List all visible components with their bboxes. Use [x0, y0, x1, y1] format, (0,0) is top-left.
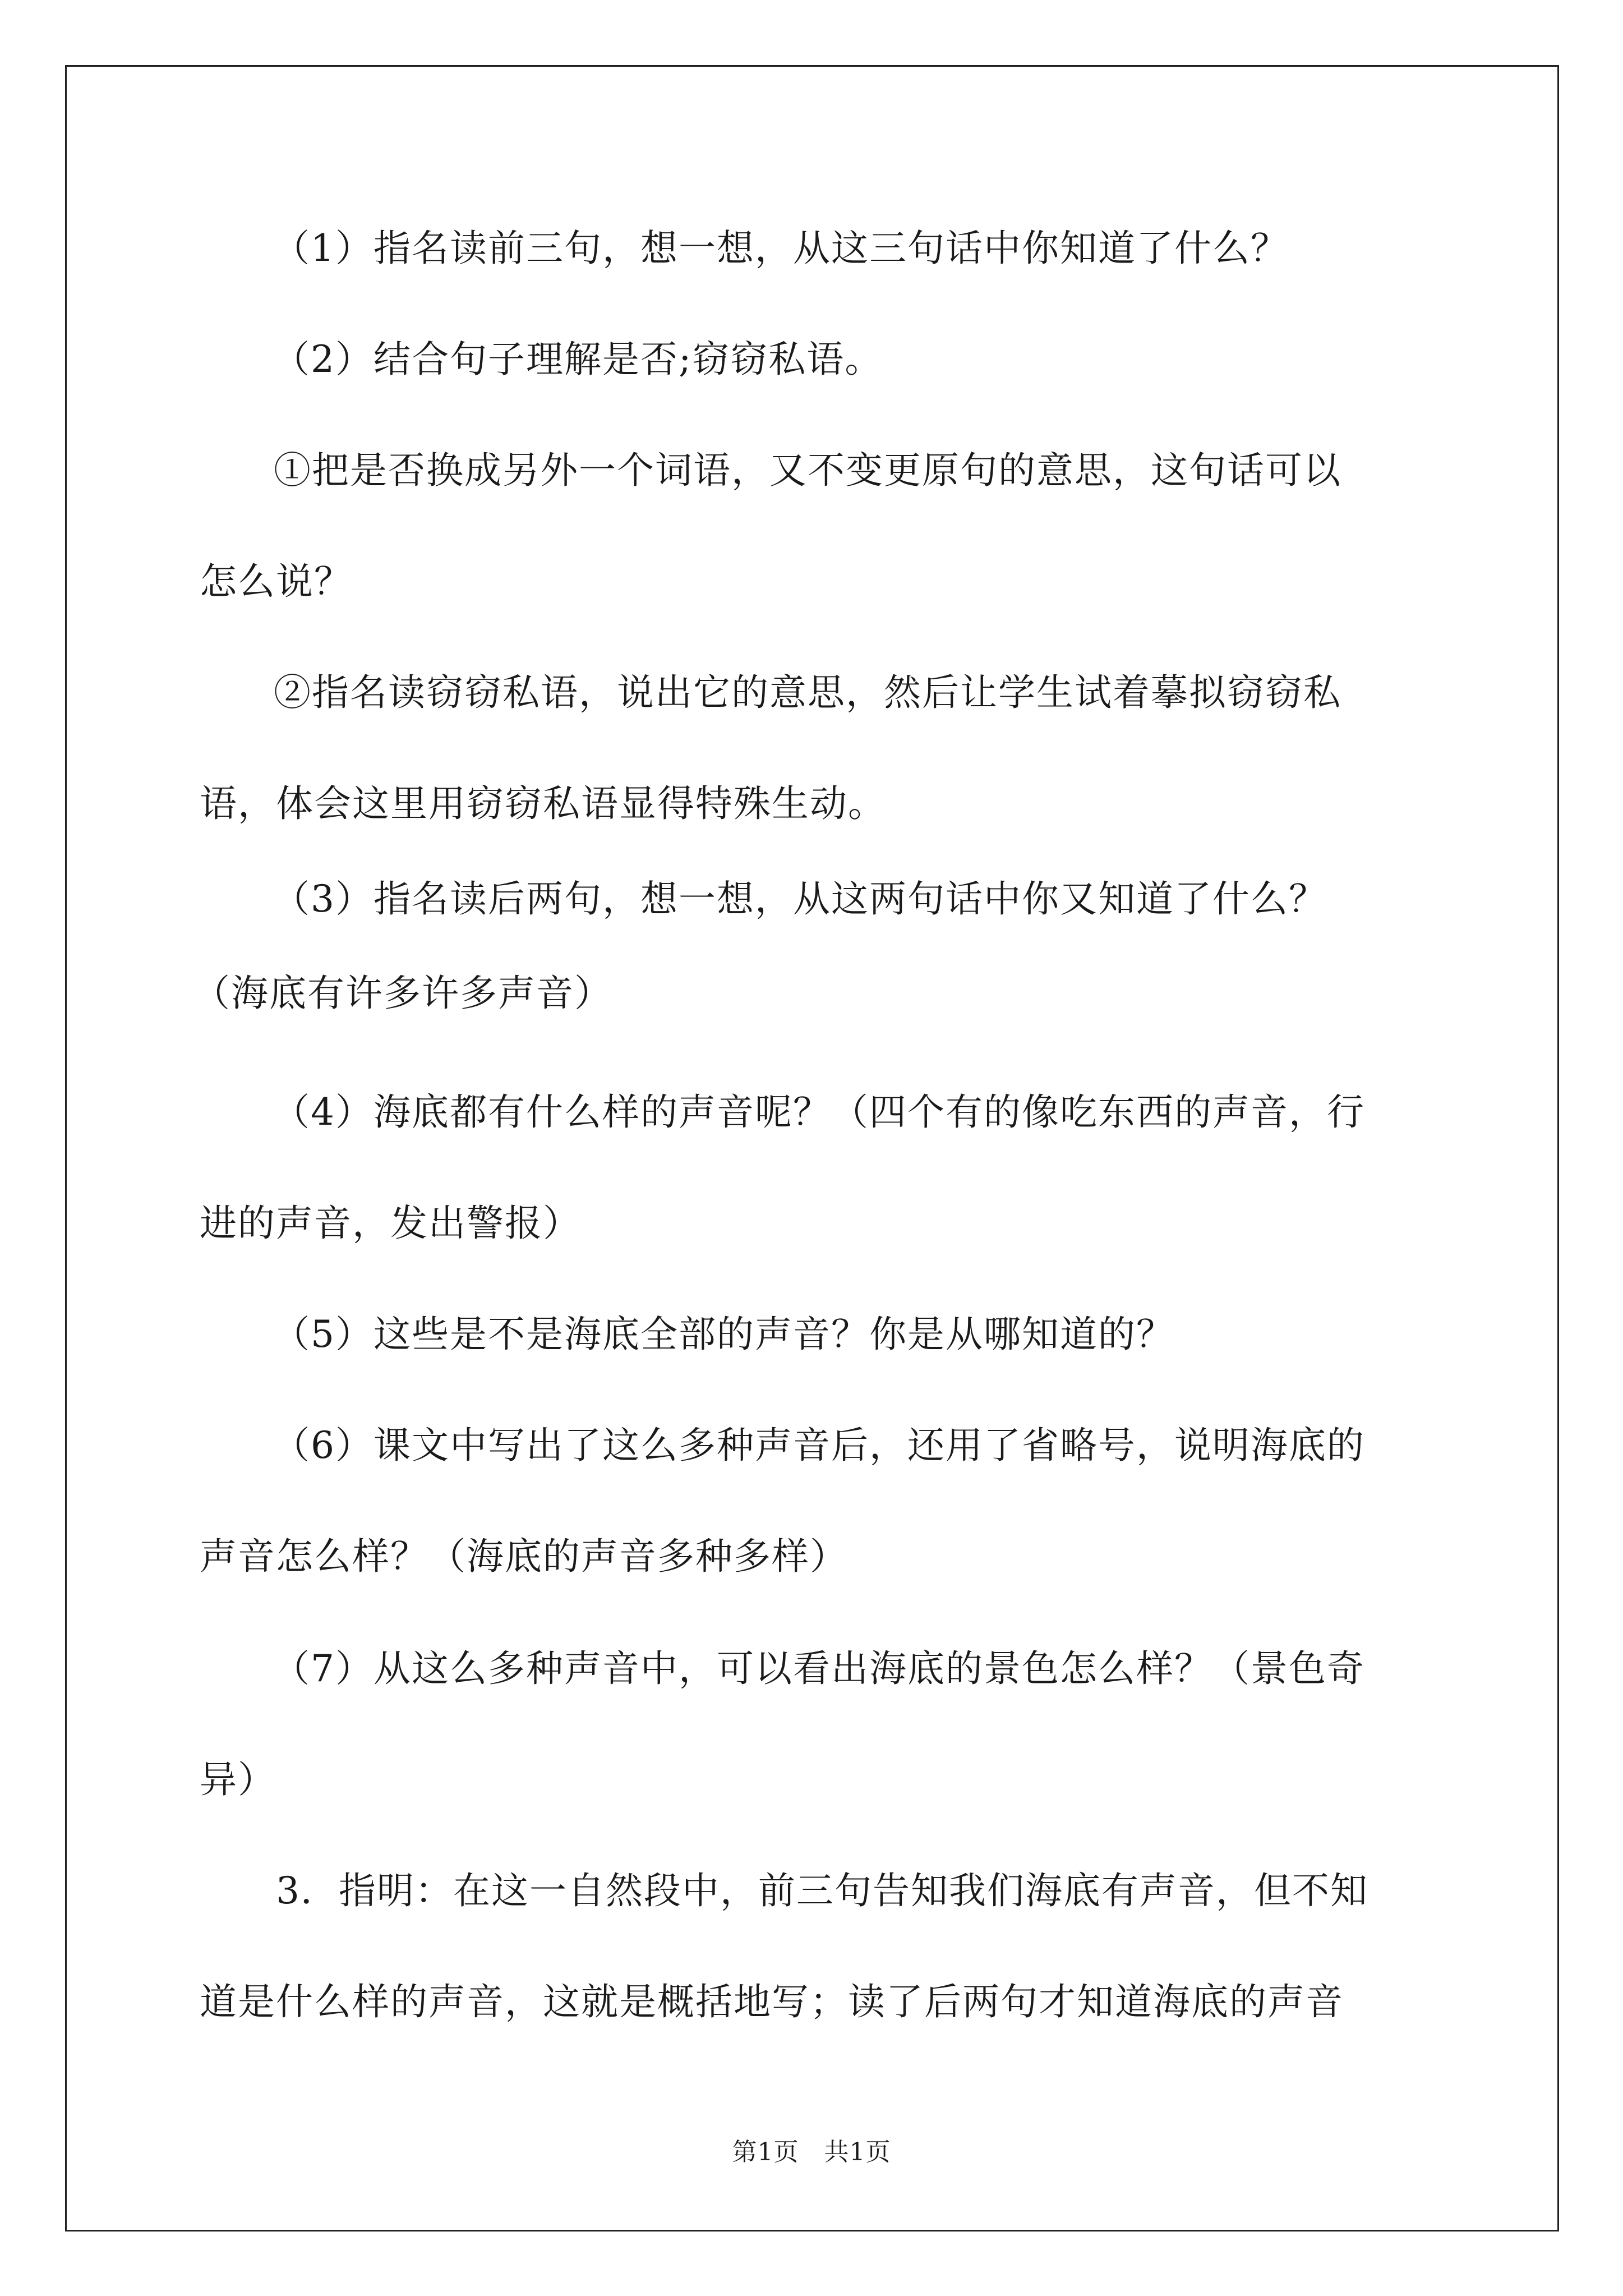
paragraph-line: （4）海底都有什么样的声音呢？（四个有的像吃东西的声音，行 [273, 1091, 1365, 1134]
paragraph-line: 异） [200, 1758, 276, 1801]
paragraph-line: ②指名读窃窃私语，说出它的意思，然后让学生试着摹拟窃窃私 [274, 671, 1341, 714]
paragraph-line: （5）这些是不是海底全部的声音？你是从哪知道的？ [273, 1313, 1174, 1356]
paragraph-line: 怎么说？ [200, 560, 352, 603]
paragraph-line: 3．指明：在这一自然段中，前三句告知我们海底有声音，但不知 [276, 1869, 1368, 1912]
paragraph-line: （6）课文中写出了这么多种声音后，还用了省略号，说明海底的 [273, 1424, 1365, 1467]
paragraph-line: （海底有许多许多声音） [193, 972, 612, 1015]
paragraph-line: （2）结合句子理解是否;窃窃私语。 [273, 338, 883, 381]
paragraph-line: 声音怎么样？（海底的声音多种多样） [200, 1535, 848, 1578]
page-number-footer: 第1页 共1页 [732, 2138, 891, 2166]
paragraph-line: （3）指名读后两句，想一想，从这两句话中你又知道了什么？ [273, 877, 1327, 921]
paragraph-line: （7）从这么多种声音中，可以看出海底的景色怎么样？（景色奇 [273, 1647, 1365, 1690]
paragraph-line: 语，体会这里用窃窃私语显得特殊生动。 [200, 782, 886, 825]
paragraph-line: 进的声音，发出警报） [200, 1202, 581, 1245]
paragraph-line: 道是什么样的声音，这就是概括地写；读了后两句才知道海底的声音 [200, 1980, 1344, 2023]
paragraph-line: ①把是否换成另外一个词语，又不变更原句的意思，这句话可以 [274, 449, 1341, 492]
paragraph-line: （1）指名读前三句，想一想，从这三句话中你知道了什么？ [273, 227, 1289, 270]
